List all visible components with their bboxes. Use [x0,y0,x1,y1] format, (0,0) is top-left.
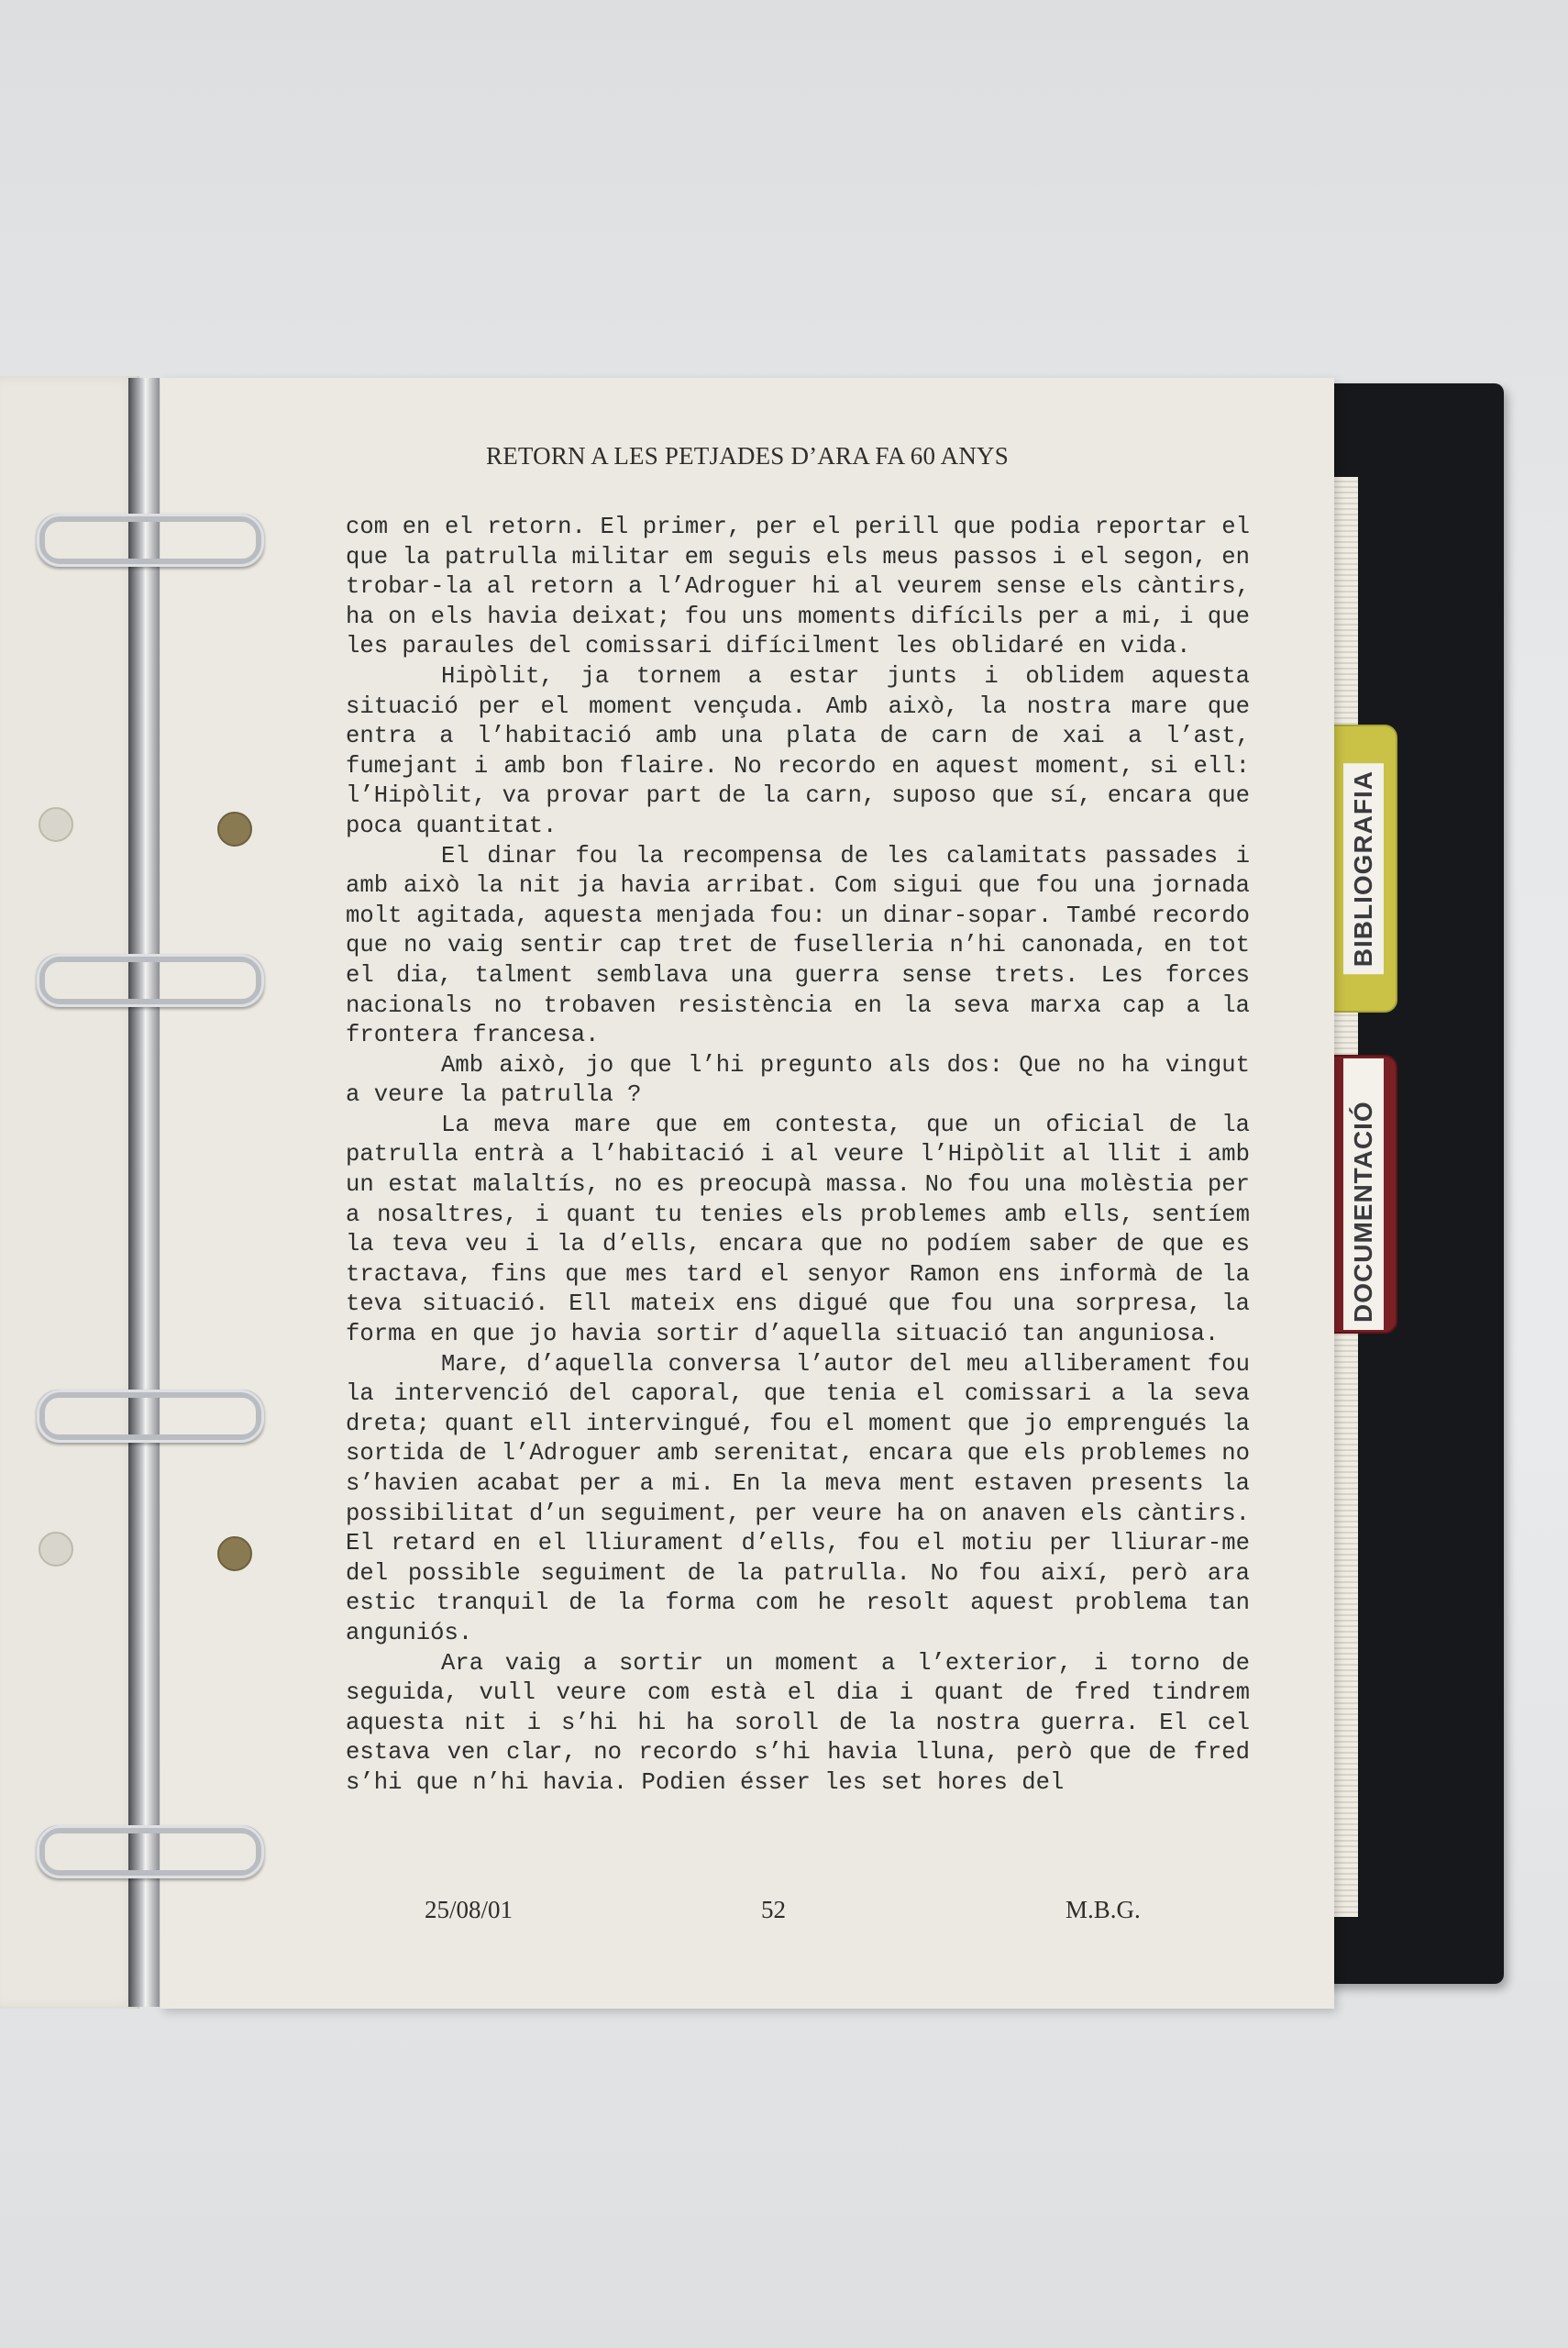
paragraph: La meva mare que em contesta, que un oficial de la patrulla entrà a l’habitació i al veure l’Hipòlit al llit i amb un estat malaltís, no es preocupà massa. No fou una molèstia per a nosaltres, i quant tu tenies els problemes amb ells, sentíem la teva veu i la d’ells, encara que no podíem saber de que es tractava, fins que mes tard el senyor Ramon ens informà de la teva situació. Ell mateix ens digué que fou una sorpresa, la forma en que jo havia sortir d’aquella situació tan anguniosa. [346,1111,1250,1348]
paragraph: Ara vaig a sortir un moment a l’exterior, i torno de seguida, vull veure com està el dia i quant de fred tindrem aquesta nit i s’hi hi ha soroll de la nostra guerra. El cel estava ven clar, no recordo s’hi havia lluna, però que de fred s’hi que n’hi havia. Podien ésser les set hores del [346,1649,1250,1796]
footer-author: M.B.G. [1066,1896,1141,1923]
tab-bibliografia[interactable] [1330,725,1397,1013]
tab-documentacio-label: DOCUMENTACIÓ [1343,1058,1384,1330]
punch-hole [39,807,73,842]
left-page [0,376,139,2009]
paragraph: Amb això, jo que l’hi pregunto als dos: Que no ha vingut a veure la patrulla ? [346,1051,1250,1109]
footer-date: 25/08/01 [425,1896,513,1923]
page-number: 52 [761,1896,786,1923]
binder-ring [37,514,264,567]
binder-ring [37,954,264,1007]
paragraph: El dinar fou la recompensa de les calamitats passades i amb això la nit ja havia arribat. Com sigui que fou una jornada molt agitada, aquesta menjada fou: un dinar-sopar. També recordo que no vaig sentir cap tret de fuselleria n’hi canonada, en tot el dia, talment semblava una guerra sense trets. Les forces nacionals no trobaven resistència en la seva marxa cap a la frontera francesa. [346,842,1250,1049]
paragraph: Mare, d’aquella conversa l’autor del meu alliberament fou la intervenció del caporal, que tenia el comissari a la seva dreta; quant ell intervingué, fou el moment que jo emprengués la sortida de l’Adroguer amb serenitat, encara que els problemes no s’havien acabat per a mi. En la meva ment estaven presents la possibilitat d’un seguiment, per veure ha on anaven els càntirs. El retard en el lliurament d’ells, fou el motiu per lliurar-me del possible seguiment de la patrulla. No fou així, però ara estic tranquil de la forma com he resolt aquest problema tan anguniós. [346,1350,1250,1646]
document-page [160,378,1334,2009]
page-title: RETORN A LES PETJADES D’ARA FA 60 ANYS [486,442,1009,470]
binder-ring [37,1825,264,1878]
tab-documentacio[interactable] [1330,1055,1397,1334]
punch-hole [217,812,252,847]
body-text [346,513,1250,1799]
paragraph: com en el retorn. El primer, per el perill que podia reportar el que la patrulla militar em seguis els meus passos i el segon, en trobar-la al retorn a l’Adroguer hi al veurem sense els càntirs, ha on els havia deixat; fou uns moments difícils per a mi, i que les paraules del comissari difícilment les oblidaré en vida. [346,514,1250,660]
tab-bibliografia-label: BIBLIOGRAFIA [1343,763,1384,974]
punch-hole [39,1532,73,1567]
binder-ring [37,1390,264,1443]
paragraph: Hipòlit, ja tornem a estar junts i oblidem aquesta situació per el moment vençuda. Amb això, la nostra mare que entra a l’habitació amb una plata de carn de xai a l’ast, fumejant i amb bon flaire. No recordo en aquest moment, si ell: l’Hipòlit, va provar part de la carn, suposo que sí, encara que poca quantitat. [346,662,1250,839]
punch-hole [217,1536,252,1571]
binder-spine [128,378,160,2007]
